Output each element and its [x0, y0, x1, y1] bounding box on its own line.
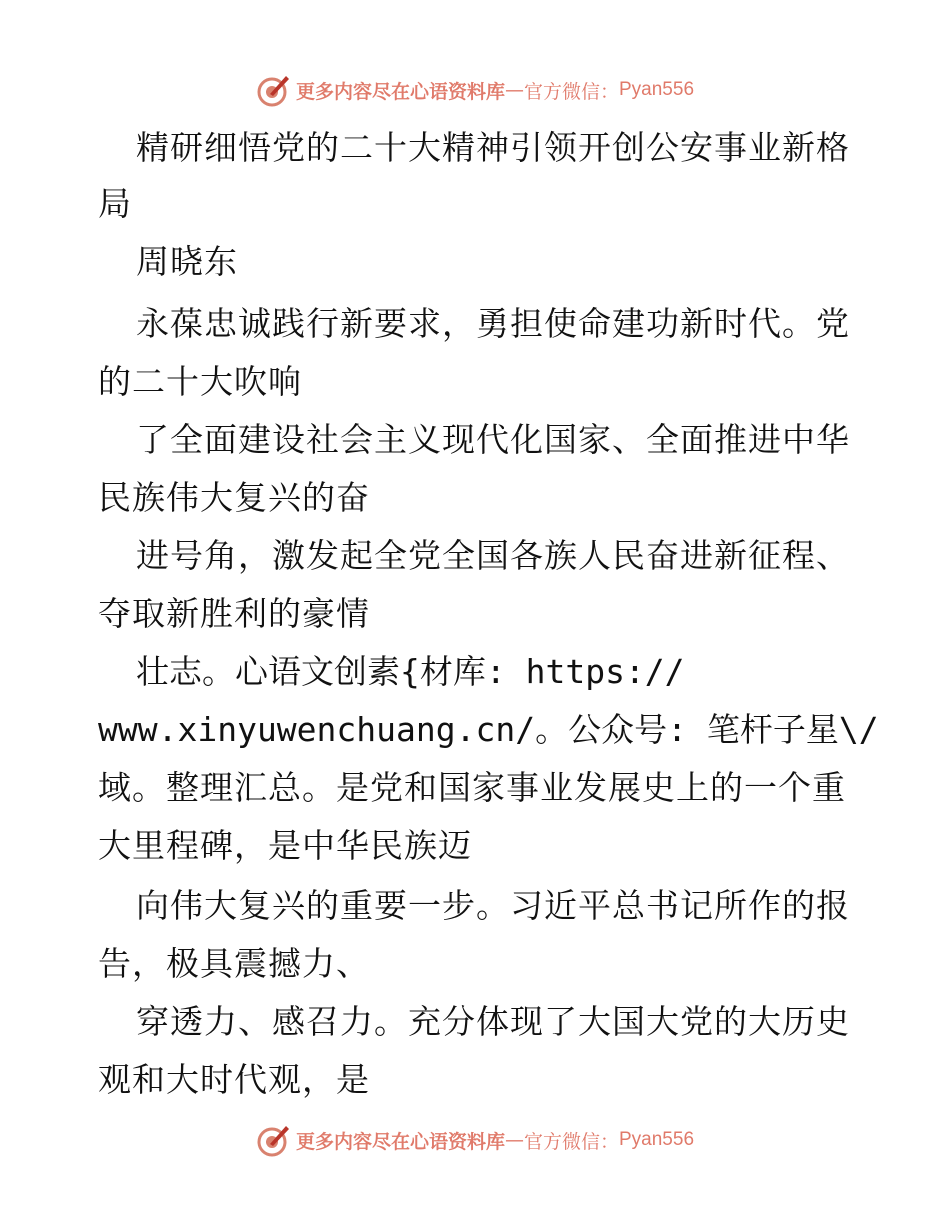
paragraph-line: 告，极具震撼力、 — [98, 944, 370, 983]
paragraph-line: www.xinyuwenchuang.cn/。公众号: 笔杆子星\/ — [98, 710, 879, 749]
banner-wechat-id: Pyan556 — [619, 79, 695, 100]
title-line-1: 精研细悟党的二十大精神引领开创公安事业新格 — [136, 128, 850, 167]
banner-brand-text: 更多内容尽在心语资料库 — [295, 80, 505, 103]
title-line-2: 局 — [98, 184, 132, 223]
paragraph-line: 进号角，激发起全党全国各族人民奋进新征程、 — [136, 536, 850, 575]
paragraph-line: 大里程碑，是中华民族迈 — [98, 826, 472, 865]
header-watermark-banner — [0, 70, 950, 110]
banner-dash: — — [504, 79, 524, 101]
paragraph-line: 了全面建设社会主义现代化国家、全面推进中华 — [136, 420, 850, 459]
paragraph-line: 向伟大复兴的重要一步。习近平总书记所作的报 — [136, 886, 850, 925]
banner-wechat-label: 官方微信： — [523, 80, 619, 103]
paragraph-line: 民族伟大复兴的奋 — [98, 478, 370, 517]
author-line: 周晓东 — [136, 242, 238, 281]
banner-dash: — — [504, 1129, 524, 1151]
paragraph-line: 域。整理汇总。是党和国家事业发展史上的一个重 — [98, 768, 846, 807]
paragraph-line: 穿透力、感召力。充分体现了大国大党的大历史 — [136, 1002, 850, 1041]
banner-wechat-label: 官方微信： — [523, 1130, 619, 1153]
banner-wechat-id: Pyan556 — [619, 1129, 695, 1150]
quill-logo-icon — [256, 72, 292, 108]
paragraph-line: 永葆忠诚践行新要求，勇担使命建功新时代。党 — [136, 304, 850, 343]
footer-watermark-banner — [0, 1120, 950, 1160]
paragraph-line: 观和大时代观，是 — [98, 1060, 370, 1099]
paragraph-line: 壮志。心语文创素{材库: https:// — [136, 652, 685, 691]
paragraph-line: 夺取新胜利的豪情 — [98, 594, 370, 633]
banner-brand-text: 更多内容尽在心语资料库 — [295, 1130, 505, 1153]
paragraph-line: 的二十大吹响 — [98, 362, 302, 401]
quill-logo-icon — [256, 1122, 292, 1158]
